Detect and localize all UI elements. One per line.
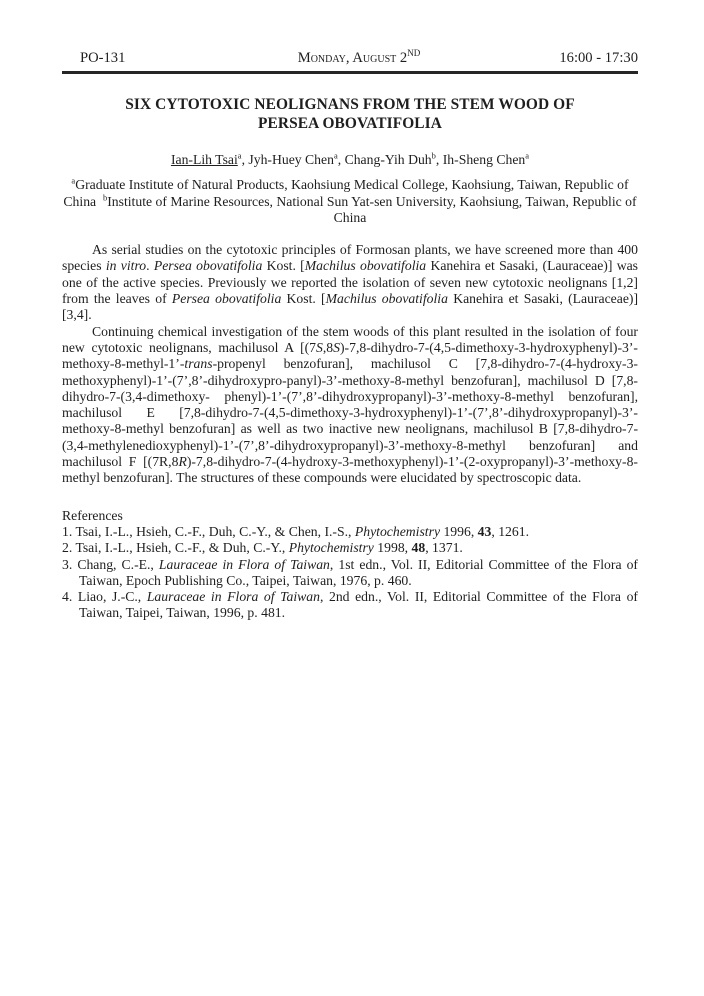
reference-item	[62, 589, 638, 622]
session-header	[62, 50, 638, 66]
reference-item	[62, 557, 638, 590]
reference-text: Tsai, I.-L., Hsieh, C.-F., Duh, C.-Y., & Chen, I.-S., Phytochemistry 1996, 43, 1261.	[75, 523, 529, 539]
session-time: 16:00 - 17:30	[559, 50, 638, 66]
abstract-paragraph-2: Continuing chemical investigation of the stem woods of this plant resulted in the isolation of four new cytotoxic neolignans, machilusol A [(7S,8S)-7,8-dihydro-7-(4,5-dimethoxy-3-hydroxyphenyl)-3’-methoxy-8-methyl-1’-trans-propenyl benzofuran], machilusol C [7,8-dihydro-7-(4-hydroxy-3-methoxyphenyl)-1’-(7’,8’-dihydroxypro-panyl)-3’-methoxy-8-methyl benzofuran], machilusol D [7,8-dihydro-7-(3,4-dimethoxy- phenyl)-1’-(7’,8’-dihydroxypropanyl)-3’-methoxy-8-methyl benzofuran], machilusol E [7,8-dihydro-7-(4,5-dimethoxy-3-hydroxyphenyl)-1’-(7’,8’-dihydroxypropanyl)-3’-methoxy-8-methyl benzofuran] as well as two inactive new neolignans, machilusol B [7,8-dihydro-7-(3,4-methylenedioxyphenyl)-1’-(7’,8’-dihydroxypropanyl)-3’-methoxy-8-methyl benzofuran] and machilusol F [(7R,8R)-7,8-dihydro-7-(4-hydroxy-3-methoxyphenyl)-1’-(2-oxypropanyl)-3’-methoxy-8-methyl benzofuran]. The structures of these compounds were elucidated by spectroscopic data.	[62, 323, 638, 486]
reference-text: Chang, C.-E., Lauraceae in Flora of Taiwan, 1st edn., Vol. II, Editorial Committee of the Flora of Taiwan, Epoch Publishing Co., Taipei, Taiwan, 1976, p. 460.	[77, 556, 638, 588]
page-content	[62, 50, 638, 622]
session-date: Monday, August 2ND	[297, 48, 421, 66]
reference-text: Liao, J.-C., Lauraceae in Flora of Taiwan, 2nd edn., Vol. II, Editorial Committee of the Flora of Taiwan, Taipei, Taiwan, 1996, p. 481.	[77, 589, 638, 621]
abstract-paragraph-1: As serial studies on the cytotoxic principles of Formosan plants, we have screened more than 400 species in vitro. Persea obovatifolia Kost. [Machilus obovatifolia Kanehira et Sasaki, (Lauraceae)] was one of the active species. Previously we reported the isolation of seven new cytotoxic neolignans [1,2] from the leaves of Persea obovatifolia Kost. [Machilus obovatifolia Kanehira et Sasaki, (Lauraceae)] [3,4].	[62, 242, 639, 323]
reference-item	[62, 540, 638, 556]
reference-item	[62, 524, 638, 540]
reference-number: 2.	[62, 540, 73, 556]
affiliations-block: $^a$Graduate Institute of Natural Products, Kaohsiung Medical College, Kaohsiung, Taiwan, Republic of China $^b$Institute of Marine Resources, National Sun Yat-sen University, Kaohsiung, Taiwan, Republic of China	[63, 175, 637, 225]
reference-number: 4.	[62, 589, 73, 605]
reference-text: Tsai, I.-L., Hsieh, C.-F., & Duh, C.-Y., Phytochemistry 1998, 48, 1371.	[75, 540, 463, 556]
page-title	[62, 95, 638, 133]
authors-line: Ian-Lih Tsai$^a$, Jyh-Huey Chen$^a$, Chang-Yih Duh$^b$, Ih-Sheng Chen$^a$	[170, 150, 530, 167]
session-code: PO-131	[80, 50, 126, 66]
reference-number: 3.	[62, 556, 73, 572]
header-divider	[62, 71, 638, 74]
title-line-2: PERSEA OBOVATIFOLIA	[258, 115, 442, 132]
references-heading: References	[62, 507, 123, 523]
references-section	[62, 508, 638, 622]
reference-number: 1.	[62, 523, 73, 539]
title-line-1: SIX CYTOTOXIC NEOLIGNANS FROM THE STEM WOOD OF	[125, 96, 575, 113]
